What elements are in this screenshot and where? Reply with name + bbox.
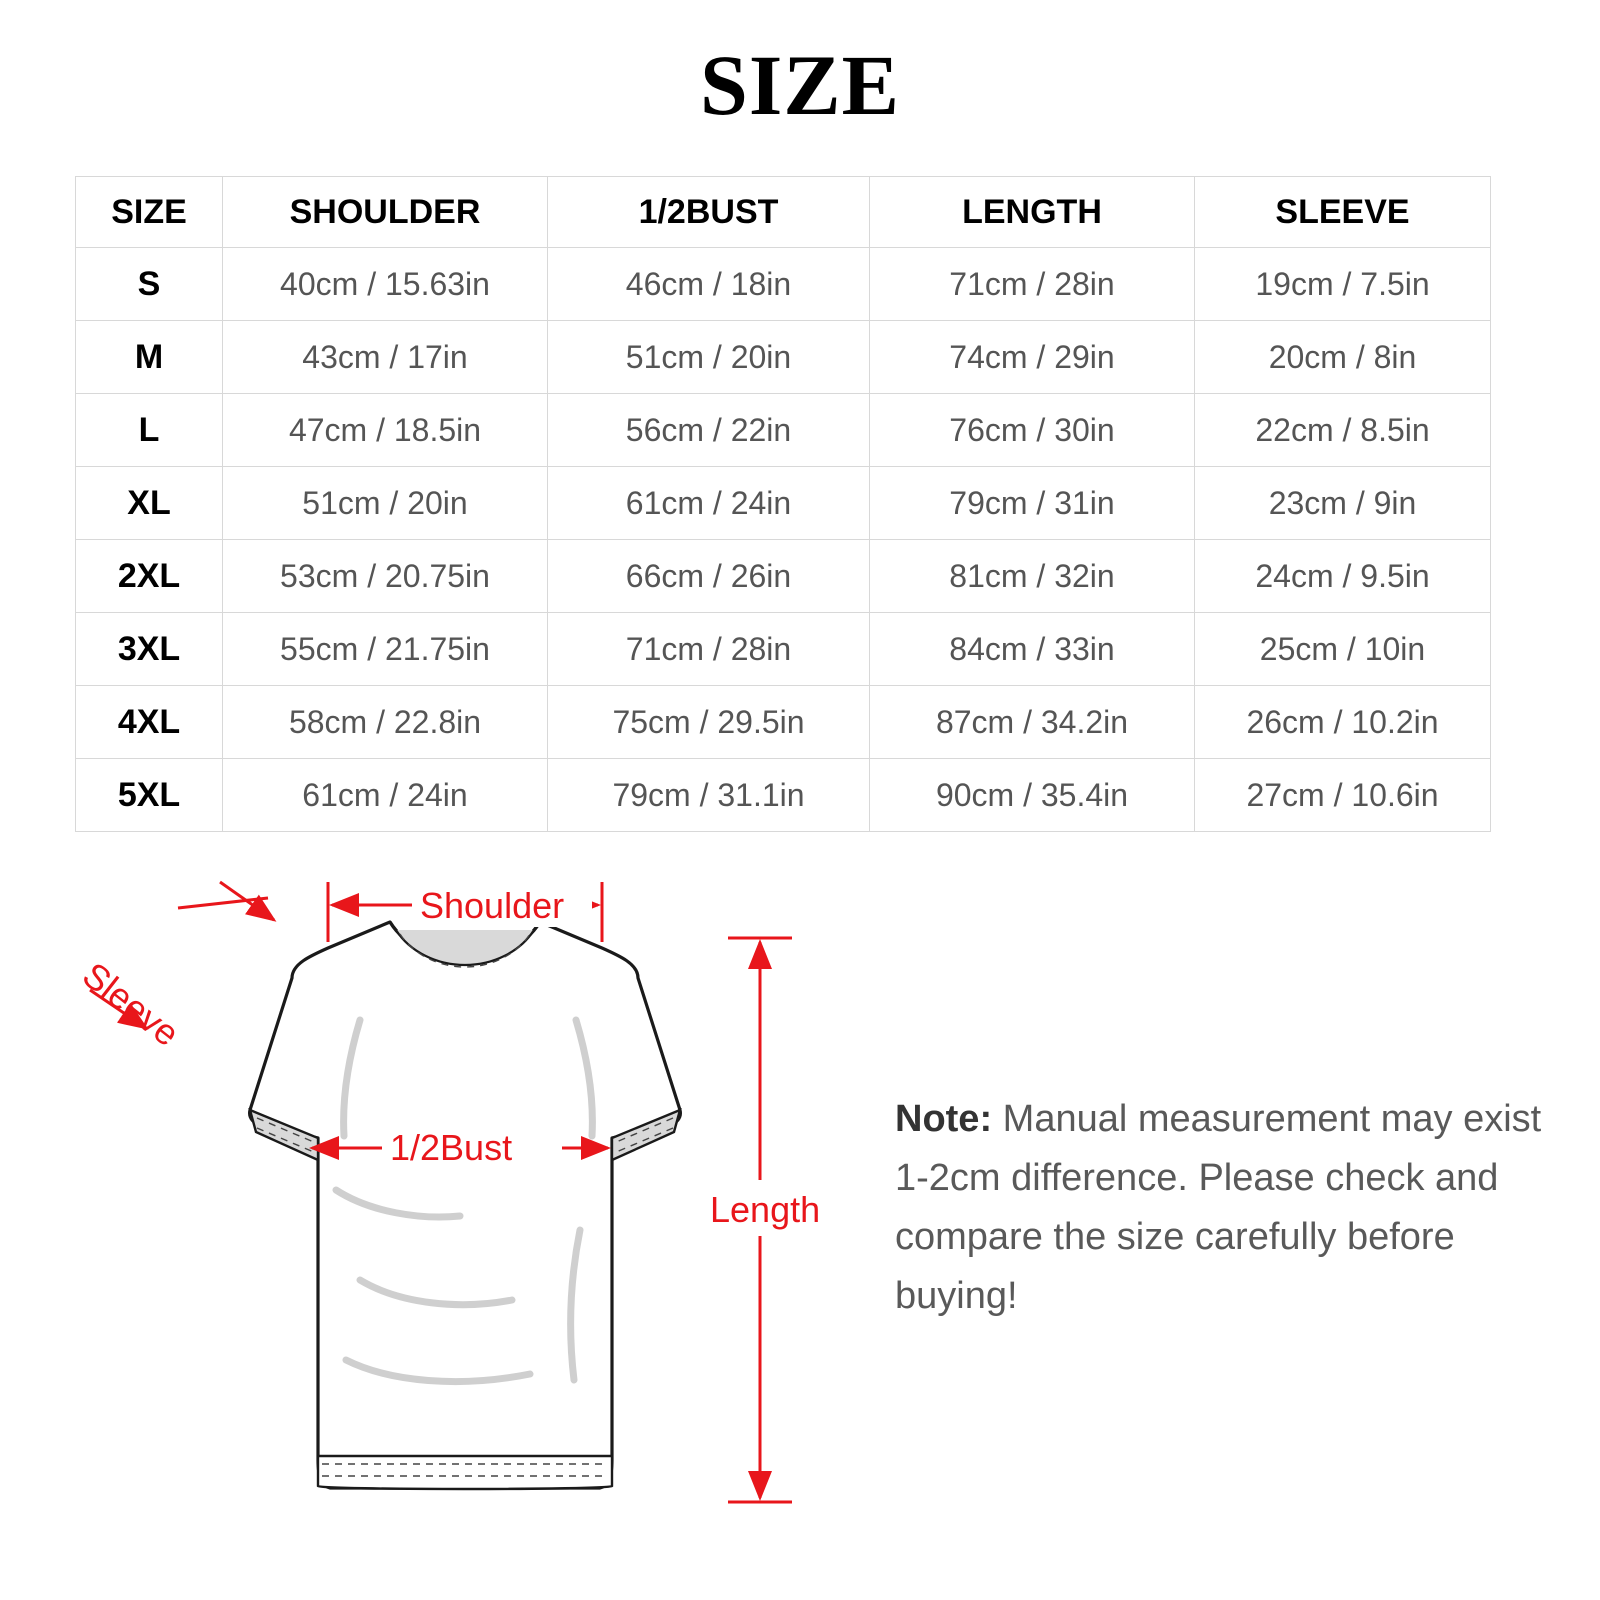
column-header-sleeve: SLEEVE: [1195, 177, 1491, 248]
cell-shoulder: 47cm / 18.5in: [223, 394, 548, 467]
cell-sleeve: 23cm / 9in: [1195, 467, 1491, 540]
column-header-shoulder: SHOULDER: [223, 177, 548, 248]
shoulder-label: Shoulder: [420, 885, 565, 926]
cell-length: 76cm / 30in: [870, 394, 1195, 467]
table-header-row: [76, 177, 1491, 248]
note-text: Manual measurement may exist 1-2cm difference. Please check and compare the size carefully before buying!: [895, 1098, 1542, 1317]
cell-bust: 51cm / 20in: [548, 321, 870, 394]
cell-bust: 75cm / 29.5in: [548, 686, 870, 759]
table-row: [76, 540, 1491, 613]
table-row: [76, 759, 1491, 832]
cell-bust: 79cm / 31.1in: [548, 759, 870, 832]
table-row: [76, 321, 1491, 394]
cell-size: 4XL: [76, 686, 223, 759]
sleeve-label: Sleeve: [75, 953, 188, 1055]
cell-length: 79cm / 31in: [870, 467, 1195, 540]
measurement-note: [895, 1090, 1545, 1326]
cell-shoulder: 55cm / 21.75in: [223, 613, 548, 686]
table-row: [76, 467, 1491, 540]
cell-shoulder: 61cm / 24in: [223, 759, 548, 832]
cell-bust: 56cm / 22in: [548, 394, 870, 467]
cell-length: 81cm / 32in: [870, 540, 1195, 613]
column-header-bust: 1/2BUST: [548, 177, 870, 248]
cell-length: 74cm / 29in: [870, 321, 1195, 394]
cell-shoulder: 40cm / 15.63in: [223, 248, 548, 321]
cell-sleeve: 19cm / 7.5in: [1195, 248, 1491, 321]
column-header-size: SIZE: [76, 177, 223, 248]
table-row: [76, 686, 1491, 759]
size-chart-table: [75, 176, 1490, 832]
cell-size: 5XL: [76, 759, 223, 832]
cell-size: 3XL: [76, 613, 223, 686]
cell-size: XL: [76, 467, 223, 540]
length-label: Length: [710, 1189, 821, 1230]
cell-sleeve: 27cm / 10.6in: [1195, 759, 1491, 832]
cell-length: 84cm / 33in: [870, 613, 1195, 686]
cell-size: 2XL: [76, 540, 223, 613]
bust-label: 1/2Bust: [390, 1127, 513, 1168]
tshirt-measurement-diagram: [60, 860, 850, 1560]
cell-shoulder: 58cm / 22.8in: [223, 686, 548, 759]
table-row: [76, 613, 1491, 686]
cell-sleeve: 22cm / 8.5in: [1195, 394, 1491, 467]
note-label: Note:: [895, 1098, 993, 1140]
cell-bust: 66cm / 26in: [548, 540, 870, 613]
cell-size: M: [76, 321, 223, 394]
cell-length: 87cm / 34.2in: [870, 686, 1195, 759]
cell-sleeve: 26cm / 10.2in: [1195, 686, 1491, 759]
cell-shoulder: 43cm / 17in: [223, 321, 548, 394]
cell-length: 71cm / 28in: [870, 248, 1195, 321]
cell-sleeve: 20cm / 8in: [1195, 321, 1491, 394]
cell-size: L: [76, 394, 223, 467]
cell-shoulder: 51cm / 20in: [223, 467, 548, 540]
cell-sleeve: 24cm / 9.5in: [1195, 540, 1491, 613]
tshirt-illustration: [250, 922, 681, 1489]
cell-bust: 71cm / 28in: [548, 613, 870, 686]
table-row: [76, 394, 1491, 467]
table-row: [76, 248, 1491, 321]
cell-length: 90cm / 35.4in: [870, 759, 1195, 832]
page-title: SIZE: [699, 37, 901, 133]
cell-bust: 61cm / 24in: [548, 467, 870, 540]
cell-bust: 46cm / 18in: [548, 248, 870, 321]
cell-size: S: [76, 248, 223, 321]
cell-shoulder: 53cm / 20.75in: [223, 540, 548, 613]
column-header-length: LENGTH: [870, 177, 1195, 248]
cell-sleeve: 25cm / 10in: [1195, 613, 1491, 686]
